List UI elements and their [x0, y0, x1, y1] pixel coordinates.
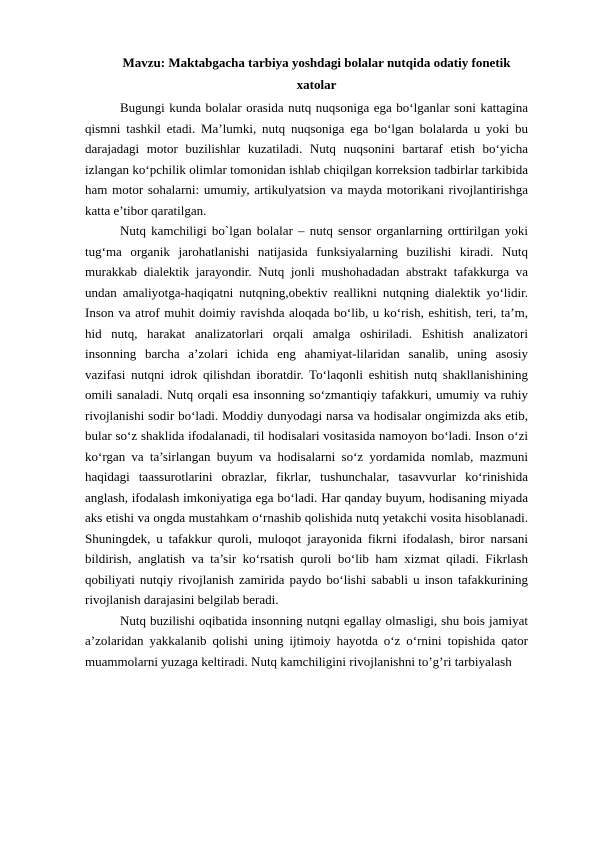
- document-page: [85, 52, 528, 672]
- paragraph-intro: Bugungi kunda bolalar orasida nutq nuqsoniga ega bo‘lganlar soni kattagina qismni tashkil etadi. Ma’lumki, nutq nuqsoniga ega bo‘lgan bolalarda u yoki bu darajadagi motor buzilishlar kuzatiladi. Nutq nuqsonini bartaraf etish bo‘yicha izlangan ko‘pchilik olimlar tomonidan ishlab chiqilgan korreksion tadbirlar tarkibida ham motor sohalarni: umumiy, artikulyatsion va mayda motorikani rivojlantirishga katta e’tibor qaratilgan.: [85, 100, 528, 218]
- paragraph-speech-deficiency: Nutq kamchiligi bo`lgan bolalar – nutq sensor organlarning orttirilgan yoki tug‘ma organik jarohatlanishi natijasida funksiyalarning buzilishi kiradi. Nutq murakkab dialektik jarayondir. Nutq jonli mushohadadan abstrakt tafakkurga va undan amaliyotga-haqiqatni nutqning,obektiv reallikni nutqning dialektik yo‘lidir. Inson va atrof muhit doimiy ravishda aloqada bo‘lib, u ko‘rish, eshitish, teri, ta’m, hid nutq, harakat analizatorlari orqali amalga oshiriladi. Eshitish analizatori insonning barcha a’zolari ichida eng ahamiyat-lilaridan sanalib, uning asosiy vazifasi nutqni idrok qilishdan iboratdir. To‘laqonli eshitish nutq shakllanishining omili sanaladi. Nutq orqali esa insonning so‘zmantiqiy tafakkuri, umumiy va ruhiy rivojlanishi sodir bo‘ladi. Moddiy dunyodagi narsa va hodisalar ongimizda aks etib, bular so‘z shaklida ifodalanadi, til hodisalari vositasida namoyon bo‘ladi. Inson o‘zi ko‘rgan va ta’sirlangan buyum va hodisalarni so‘z yordamida nomlab, mazmuni haqidagi taassurotlarini obrazlar, fikrlar, tushunchalar, tasavvurlar ko‘rinishida anglash, ifodalash imkoniyatiga ega bo‘ladi. Har qanday buyum, hodisaning miyada aks etishi va ongda mustahkam o‘rnashib qolishida nutq yetakchi vosita hisoblanadi. Shuningdek, u tafakkur quroli, muloqot jarayonida fikrni ifodalash, biror narsani bildirish, anglatish va ta’sir ko‘rsatish quroli bo‘lib ham xizmat qiladi. Fikrlash qobiliyati nutqiy rivojlanish zamirida paydo bo‘lishi sababli u inson tafakkurining rivojlanish darajasini belgilab beradi.: [85, 223, 528, 607]
- paragraph-speech-disorder: Nutq buzilishi oqibatida insonning nutqni egallay olmasligi, shu bois jamiyat a’zolaridan yakkalanib qolishi uning ijtimoiy hayotda o‘z o‘rnini topishida qator muammolarni yuzaga keltiradi. Nutq kamchiligini rivojlanishni to’g’ri tarbiyalash: [85, 612, 528, 669]
- document-title: Mavzu: Maktabgacha tarbiya yoshdagi bolalar nutqida odatiy fonetik xatolar: [122, 55, 511, 92]
